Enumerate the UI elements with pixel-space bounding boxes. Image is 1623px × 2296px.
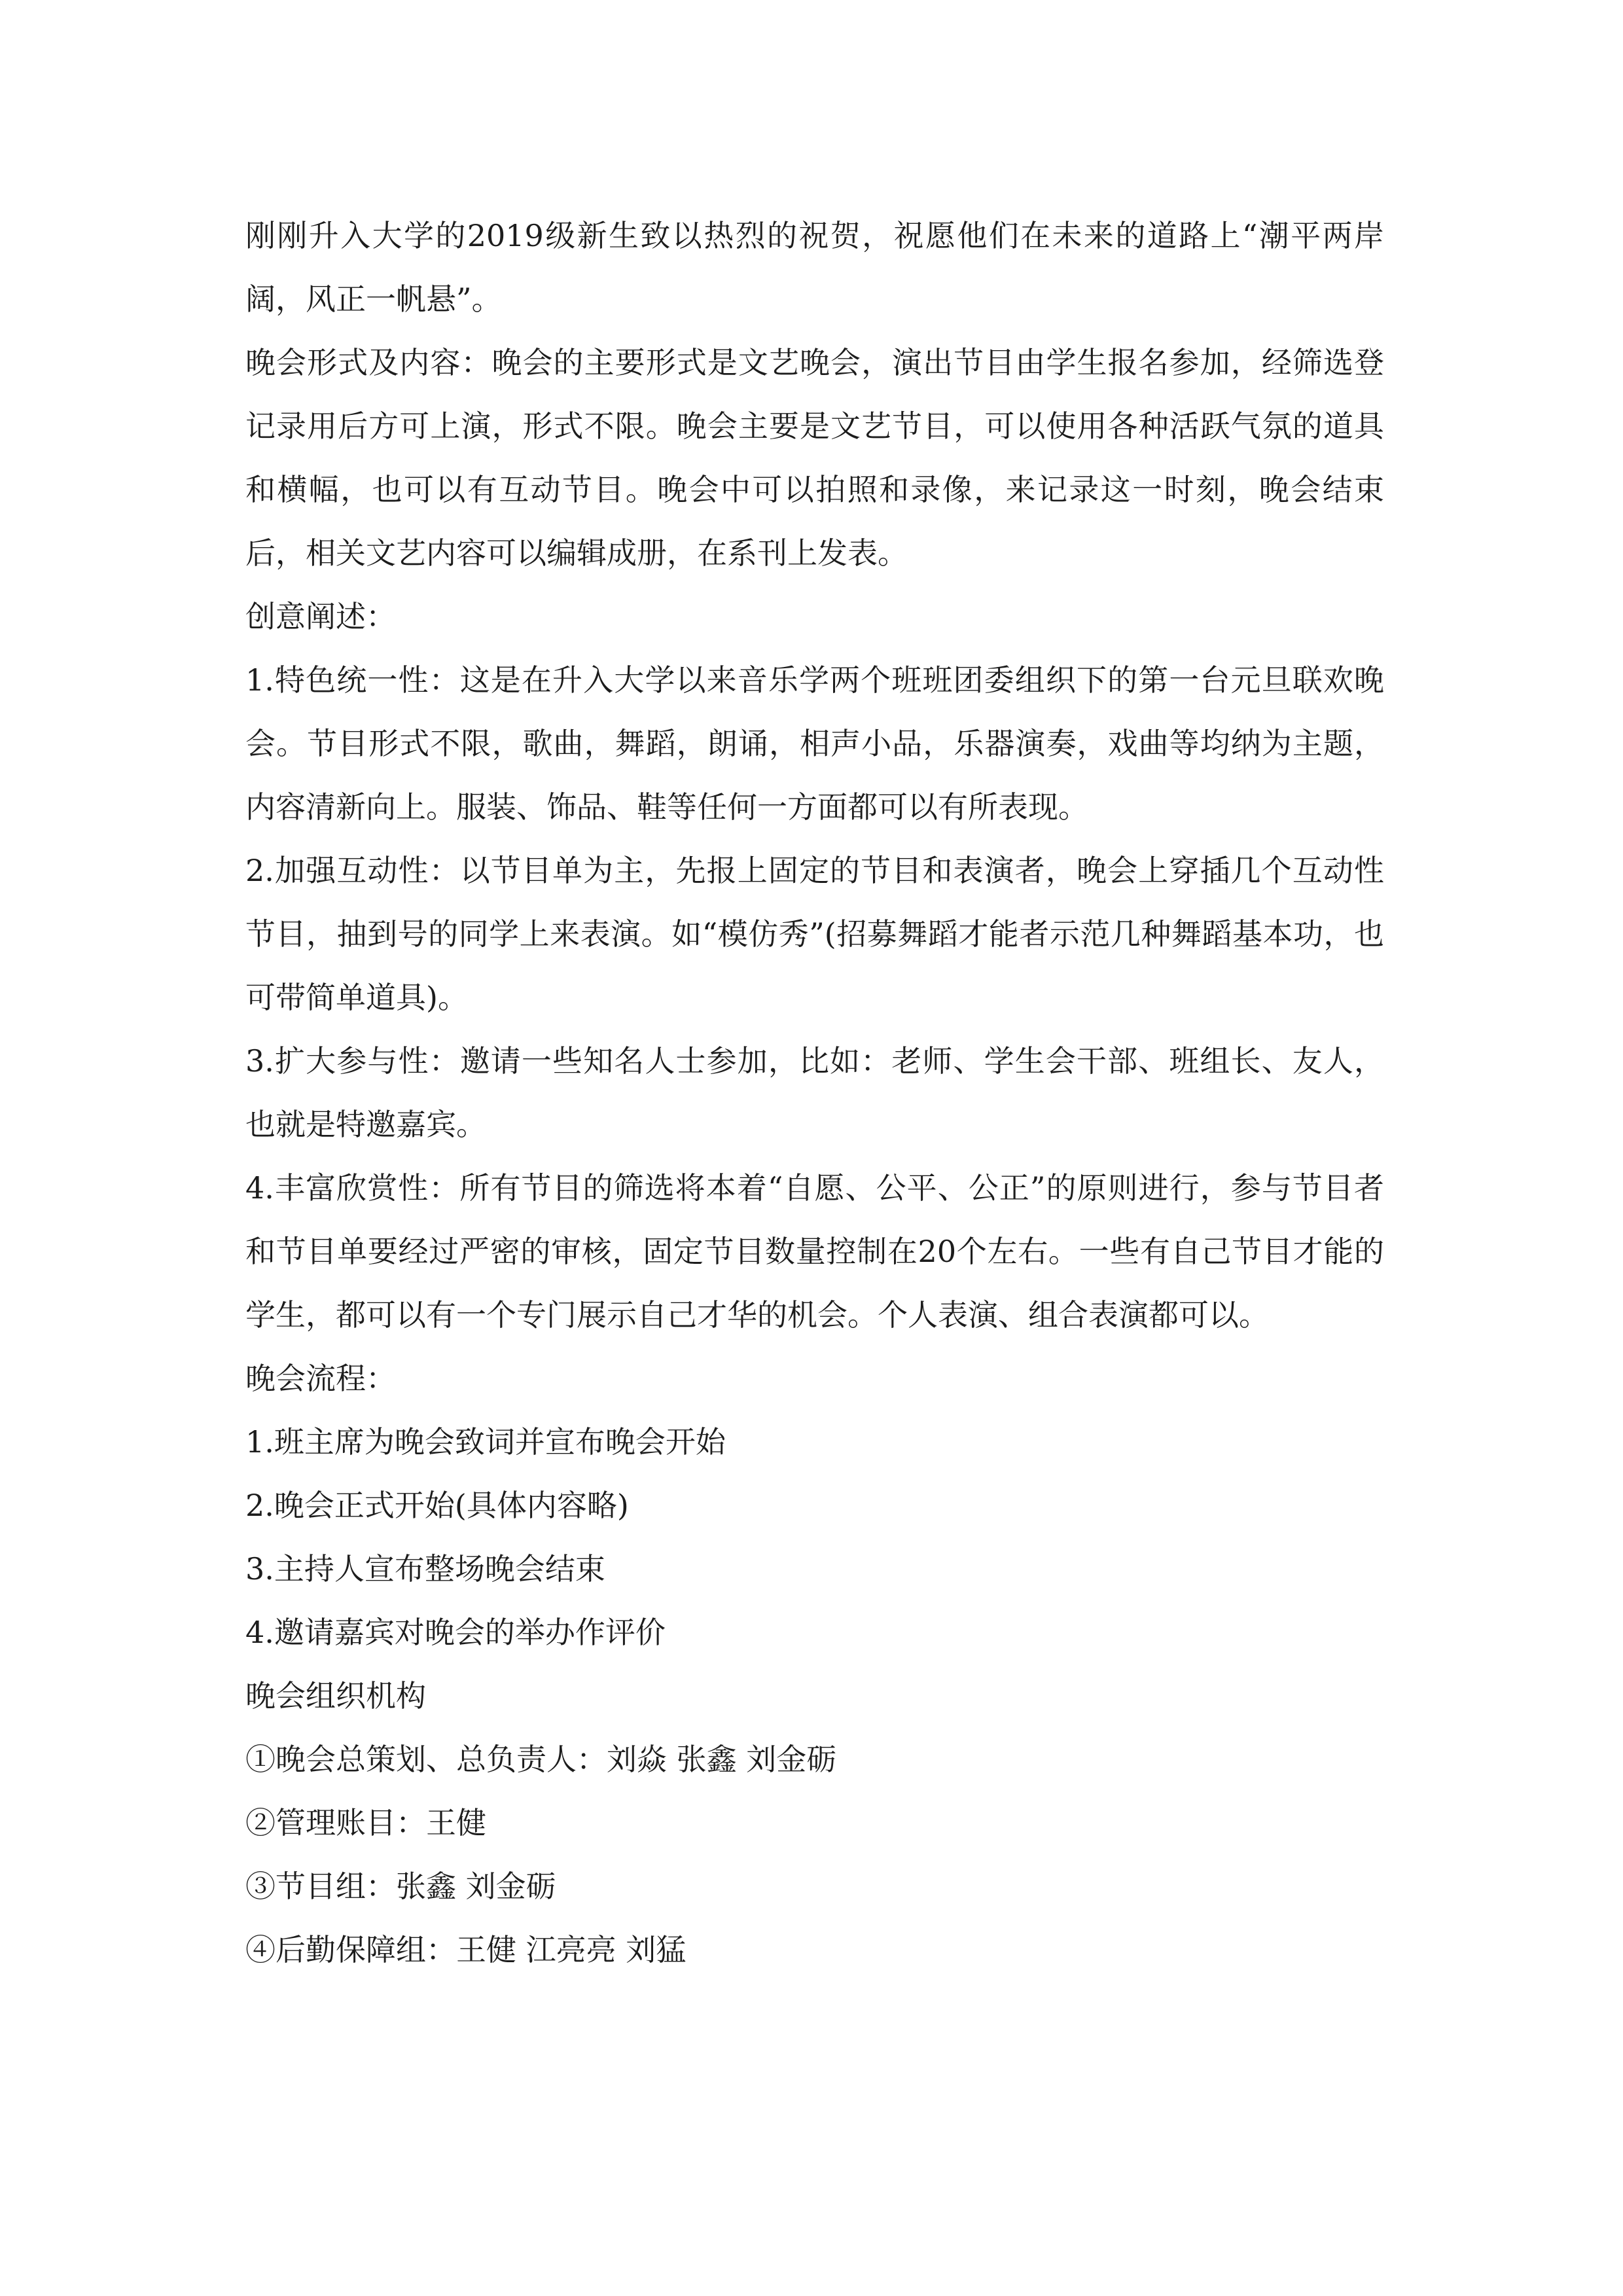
intro-paragraph: 刚刚升入大学的2019级新生致以热烈的祝贺，祝愿他们在未来的道路上“潮平两岸阔，风正一帆悬”。 (245, 218, 1384, 317)
process-heading: 晚会流程： (245, 1361, 396, 1396)
organization-heading: 晚会组织机构 (245, 1678, 426, 1713)
process-step-4: 4.邀请嘉宾对晚会的举办作评价 (245, 1615, 666, 1650)
creative-item-4: 4.丰富欣赏性：所有节目的筛选将本着“自愿、公平、公正”的原则进行，参与节目者和节目单要经过严密的审核，固定节目数量控制在20个左右。一些有自己节目才能的学生，都可以有一个专门展示自己才华的机会。个人表演、组合表演都可以。 (245, 1170, 1384, 1333)
organization-item-2: ②管理账目：王健 (245, 1805, 486, 1840)
organization-item-4: ④后勤保障组：王健 江亮亮 刘猛 (245, 1932, 687, 1967)
creative-heading: 创意阐述： (245, 599, 396, 634)
process-step-1: 1.班主席为晚会致词并宣布晚会开始 (245, 1424, 726, 1460)
creative-item-1: 1.特色统一性：这是在升入大学以来音乐学两个班班团委组织下的第一台元旦联欢晚会。节目形式不限，歌曲，舞蹈，朗诵，相声小品，乐器演奏，戏曲等均纳为主题，内容清新向上。服装、饰品、鞋等任何一方面都可以有所表现。 (245, 662, 1384, 825)
creative-item-2: 2.加强互动性：以节目单为主，先报上固定的节目和表演者，晚会上穿插几个互动性节目，抽到号的同学上来表演。如“模仿秀”(招募舞蹈才能者示范几种舞蹈基本功，也可带简单道具)。 (245, 853, 1384, 1015)
process-step-2: 2.晚会正式开始(具体内容略) (245, 1488, 629, 1523)
format-paragraph: 晚会形式及内容：晚会的主要形式是文艺晚会，演出节目由学生报名参加，经筛选登记录用后方可上演，形式不限。晚会主要是文艺节目，可以使用各种活跃气氛的道具和横幅，也可以有互动节目。晚会中可以拍照和录像，来记录这一时刻，晚会结束后，相关文艺内容可以编辑成册，在系刊上发表。 (245, 345, 1384, 571)
creative-item-3: 3.扩大参与性：邀请一些知名人士参加，比如：老师、学生会干部、班组长、友人，也就是特邀嘉宾。 (245, 1043, 1384, 1142)
process-step-3: 3.主持人宣布整场晚会结束 (245, 1551, 605, 1587)
organization-item-1: ①晚会总策划、总负责人：刘焱 张鑫 刘金砺 (245, 1742, 837, 1777)
organization-item-3: ③节目组：张鑫 刘金砺 (245, 1869, 556, 1904)
document-body (245, 204, 1384, 1982)
